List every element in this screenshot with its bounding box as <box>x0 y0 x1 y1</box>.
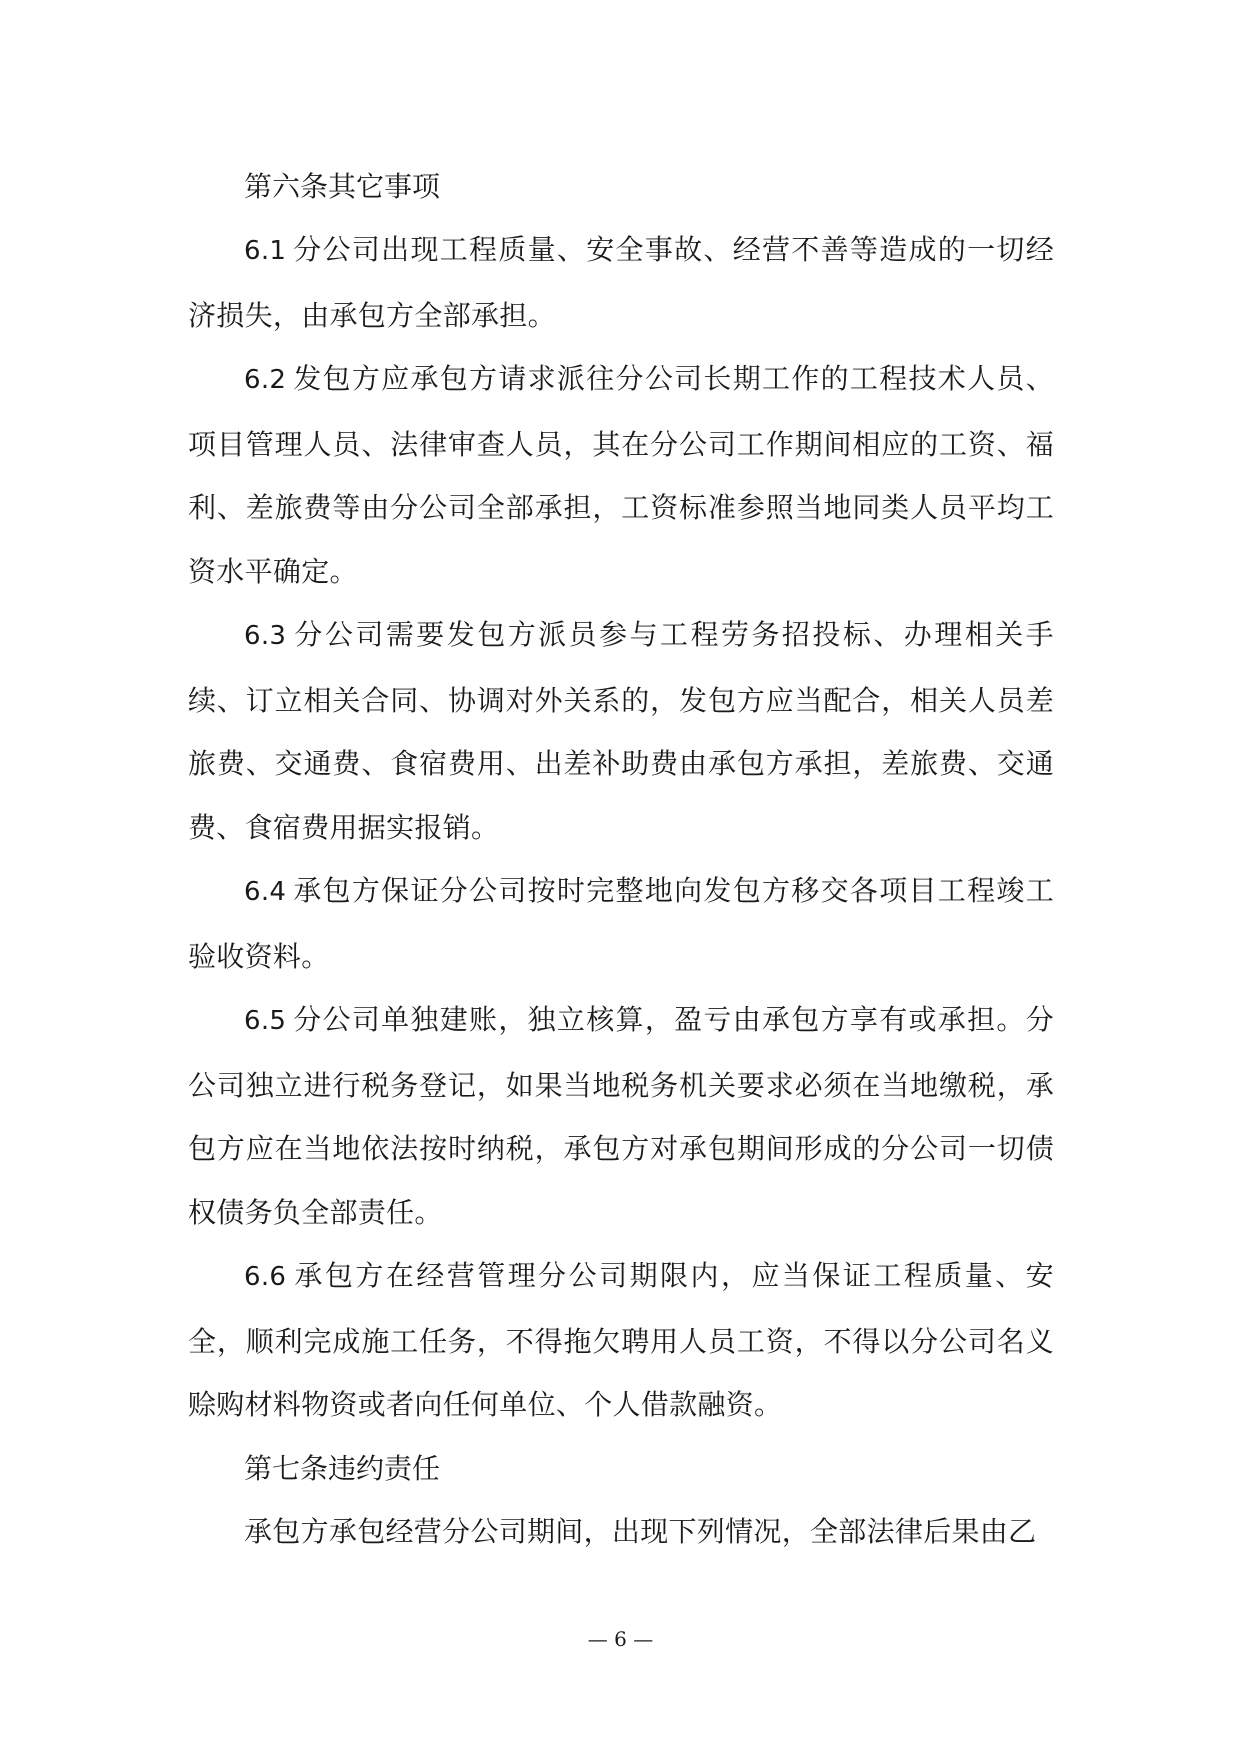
clause-text: 分公司需要发包方派员参与工程劳务招投标、办理相关手续、订立相关合同、协调对外关系的，发包方应当配合，相关人员差旅费、交通费、食宿费用、出差补助费由承包方承担，差旅费、交通费、食宿费用据实报销。 <box>188 618 1054 844</box>
clause-number: 6.1 <box>244 236 287 266</box>
clause-6-4 <box>188 859 1054 988</box>
clause-text: 承包方在经营管理分公司期限内，应当保证工程质量、安全，顺利完成施工任务，不得拖欠聘用人员工资，不得以分公司名义赊购材料物资或者向任何单位、个人借款融资。 <box>188 1259 1054 1421</box>
clause-text: 分公司出现工程质量、安全事故、经营不善等造成的一切经济损失，由承包方全部承担。 <box>188 233 1054 332</box>
section-7-heading: 第七条违约责任 <box>244 1451 441 1485</box>
clause-text: 发包方应承包方请求派往分公司长期工作的工程技术人员、项目管理人员、法律审查人员，其在分公司工作期间相应的工资、福利、差旅费等由分公司全部承担，工资标准参照当地同类人员平均工资水平确定。 <box>188 362 1054 588</box>
clause-number: 6.6 <box>244 1262 287 1292</box>
clause-6-1 <box>188 218 1054 347</box>
clause-6-3 <box>188 603 1054 859</box>
clause-6-2 <box>188 347 1054 603</box>
clause-text: 分公司单独建账，独立核算，盈亏由承包方享有或承担。分公司独立进行税务登记，如果当地税务机关要求必须在当地缴税，承包方应在当地依法按时纳税，承包方对承包期间形成的分公司一切债权债务负全部责任。 <box>188 1003 1054 1229</box>
section-7-intro: 承包方承包经营分公司期间，出现下列情况，全部法律后果由乙 <box>244 1514 1037 1548</box>
section-6-heading: 第六条其它事项 <box>244 170 441 203</box>
page-number: — 6 — <box>587 1627 654 1651</box>
clause-6-5 <box>188 988 1054 1244</box>
clause-text: 承包方保证分公司按时完整地向发包方移交各项目工程竣工验收资料。 <box>188 874 1054 973</box>
clause-number: 6.4 <box>244 877 287 907</box>
clause-6-6 <box>188 1244 1054 1437</box>
clause-number: 6.3 <box>244 621 287 651</box>
document-body <box>188 155 1054 1563</box>
clause-number: 6.2 <box>244 365 287 395</box>
clause-number: 6.5 <box>244 1006 287 1036</box>
